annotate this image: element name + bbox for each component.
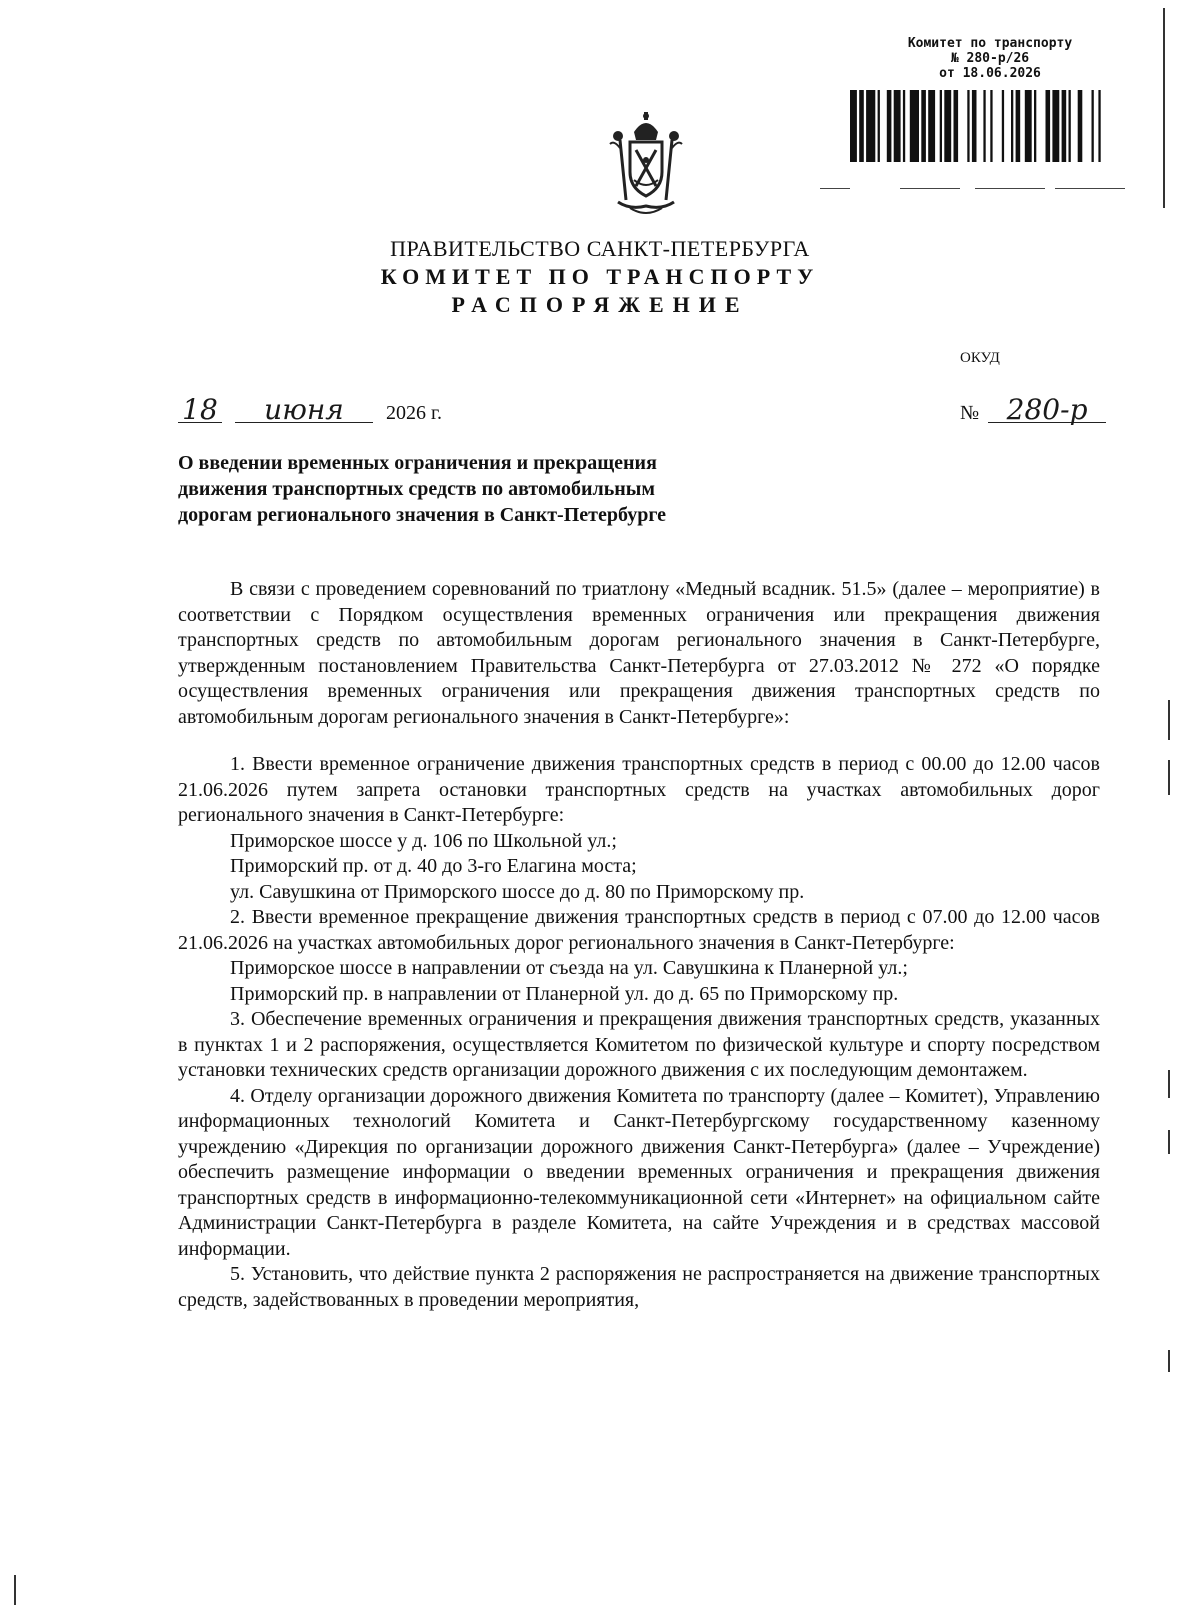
scan-edge-right-lower (1168, 1350, 1170, 1372)
paragraph-item-4: 4. Отделу организации дорожного движения Комитета по транспорту (далее – Комитет), Управлению информационных технологий Комитета и Санкт-Петербургскому государственному казенному учреждению «Дирекция по организации дорожного движения Санкт-Петербурга» (далее – Учреждение) обеспечить размещение информации о введении временных ограничения и прекращения движения транспортных средств в информационно-телекоммуникационной сети «Интернет» на официальном сайте Администрации Санкт-Петербурга в разделе Комитета, на сайте Учреждения и в средствах массовой информации. (178, 1084, 1100, 1260)
stamp-rule (1055, 188, 1125, 189)
scan-edge-right-lower (1168, 760, 1170, 795)
scan-edge-right-lower (1168, 700, 1170, 740)
barcode-bar (910, 90, 919, 162)
government-heading: ПРАВИТЕЛЬСТВО САНКТ-ПЕТЕРБУРГА (390, 236, 810, 261)
barcode-bar (1069, 90, 1071, 162)
paragraph-item-5: 5. Установить, что действие пункта 2 распоряжения не распространяется на движение транспортных средств, задействованных в проведении мероприятия, (178, 1263, 1100, 1311)
coat-of-arms-emblem (590, 110, 702, 222)
barcode-bar (903, 90, 905, 162)
document-type-heading: РАСПОРЯЖЕНИЕ (451, 292, 749, 317)
scan-edge-right-lower (1168, 1070, 1170, 1098)
document-date (178, 393, 442, 426)
barcode-bar (1098, 90, 1100, 162)
barcode-bar (859, 90, 864, 162)
number-prefix: № (960, 402, 980, 424)
barcode-bar (887, 90, 892, 162)
paragraph-item-1: 1. Ввести временное ограничение движения транспортных средств в период с 00.00 до 12.00 часов 21.06.2026 путем запрета остановки транспортных средств на участках автомобильных дорог регионального значения в Санкт-Петербурге: (178, 753, 1100, 826)
barcode-bar (967, 90, 969, 162)
stamp-rule (820, 188, 850, 189)
scan-edge-left (14, 1575, 16, 1605)
barcode-bar (866, 90, 875, 162)
list-item: Приморское шоссе у д. 106 по Школьной ул.; (230, 829, 617, 852)
barcode-bar (990, 90, 992, 162)
barcode-bar (878, 90, 880, 162)
list-item: ул. Савушкина от Приморского шоссе до д. 80 по Приморскому пр. (230, 880, 805, 903)
barcode-bar (1078, 90, 1083, 162)
scan-edge-right (1163, 8, 1165, 208)
barcode (848, 90, 1138, 170)
barcode-bar (921, 90, 926, 162)
barcode-bar (1025, 90, 1032, 162)
okud-label: ОКУД (960, 350, 1000, 366)
barcode-bar (894, 90, 901, 162)
stamp-line-2: № 280-р/26 (950, 51, 1030, 66)
date-year: 2026 г. (386, 402, 442, 424)
stamp-line-1: Комитет по транспорту (907, 36, 1073, 51)
barcode-bar (1016, 90, 1021, 162)
committee-heading: КОМИТЕТ ПО ТРАНСПОРТУ (380, 264, 820, 289)
barcode-bar (850, 90, 857, 162)
list-item: Приморский пр. от д. 40 до 3-го Елагина моста; (230, 855, 637, 877)
barcode-bar (1011, 90, 1013, 162)
stamp-rule (900, 188, 960, 189)
barcode-bar (940, 90, 942, 162)
barcode-bar (928, 90, 935, 162)
barcode-bar (983, 90, 985, 162)
paragraph-item-3: 3. Обеспечение временных ограничения и прекращения движения транспортных средств, указанных в пунктах 1 и 2 распоряжения, осуществляется Комитетом по физической культуре и спорту посредством установки технических средств организации дорожного движения с их последующим демонтажем. (178, 1008, 1100, 1081)
paragraph-preamble: В связи с проведением соревнований по триатлону «Медный всадник. 51.5» (далее – мероприятие) в соответствии с Порядком осуществления временных ограничения или прекращения движения транспортных средств по автомобильным дорогам регионального значения в Санкт-Петербурге, утвержденным постановлением Правительства Санкт-Петербурга от 27.03.2012 № 272 «О порядке осуществления временных ограничения или прекращения движения транспортных средств по автомобильным дорогам регионального значения в Санкт-Петербурге»: (178, 578, 1100, 728)
barcode-bar (944, 90, 951, 162)
paragraph-item-2: 2. Ввести временное прекращение движения транспортных средств в период с 07.00 до 12.00 часов 21.06.2026 на участках автомобильных дорог регионального значения в Санкт-Петербурге: (178, 906, 1100, 954)
document-body (178, 577, 1100, 1313)
barcode-bar (1046, 90, 1051, 162)
barcode-bar (1002, 90, 1004, 162)
list-item: Приморский пр. в направлении от Планерной ул. до д. 65 по Приморскому пр. (230, 982, 899, 1005)
document-number (960, 393, 1106, 426)
barcode-bar (1092, 90, 1094, 162)
number-value: 280-р (988, 398, 1106, 423)
scan-edge-right-lower (1168, 1130, 1170, 1154)
registration-stamp (840, 36, 1140, 81)
barcode-bar (954, 90, 959, 162)
barcode-bar (1034, 90, 1036, 162)
document-subject: О введении временных ограничения и прекращения движения транспортных средств по автомобильным дорогам регионального значения в Санкт-Петербурге (178, 452, 667, 526)
date-day: 18 (178, 398, 222, 423)
stamp-rule (975, 188, 1045, 189)
barcode-bar (972, 90, 977, 162)
date-month: июня (235, 398, 373, 423)
list-item: Приморское шоссе в направлении от съезда на ул. Савушкина к Планерной ул.; (230, 957, 908, 979)
barcode-bar (1062, 90, 1067, 162)
stamp-line-3: от 18.06.2026 (939, 66, 1041, 81)
barcode-bar (1052, 90, 1059, 162)
